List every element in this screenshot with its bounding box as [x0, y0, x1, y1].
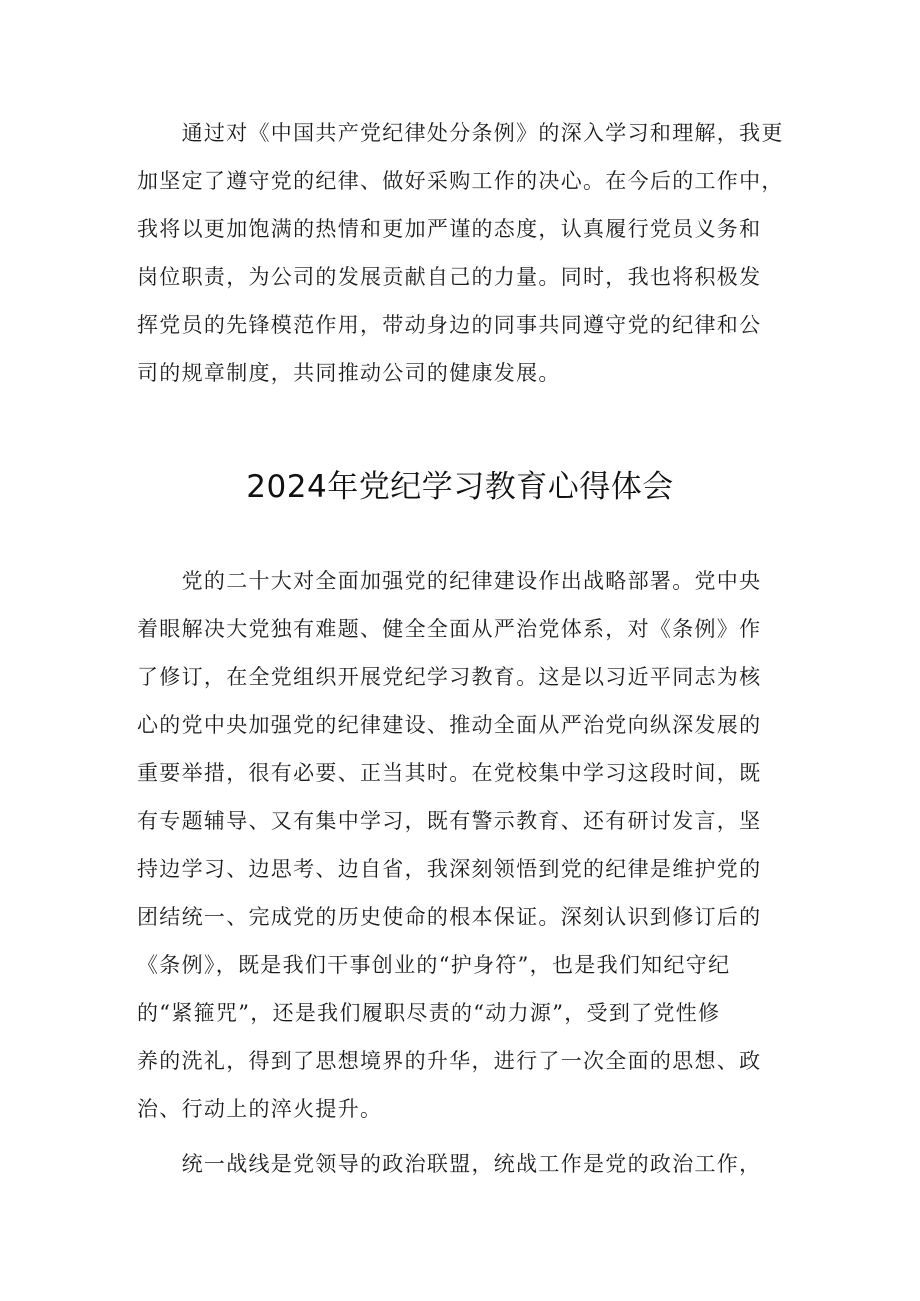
page-title: 2024年党纪学习教育心得体会 [246, 469, 674, 505]
paragraph-line: 挥党员的先锋模范作用，带动身边的同事共同遵守党的纪律和公 [137, 313, 762, 337]
paragraph-line: 通过对《中国共产党纪律处分条例》的深入学习和理解，我更 [137, 121, 784, 145]
paragraph-line: 持边学习、边思考、边自省，我深刻领悟到党的纪律是维护党的 [137, 857, 762, 881]
paragraph-line: 党的二十大对全面加强党的纪律建设作出战略部署。党中央 [137, 569, 762, 593]
paragraph-line: 的“紧箍咒”，还是我们履职尽责的“动力源”，受到了党性修 [137, 1001, 721, 1025]
paragraph-line: 心的党中央加强党的纪律建设、推动全面从严治党向纵深发展的 [137, 713, 762, 737]
paragraph-line: 加坚定了遵守党的纪律、做好采购工作的决心。在今后的工作中， [137, 169, 784, 193]
paragraph-line: 了修订，在全党组织开展党纪学习教育。这是以习近平同志为核 [137, 665, 762, 689]
paragraph-line: 司的规章制度，共同推动公司的健康发展。 [137, 361, 561, 385]
paragraph-line: 重要举措，很有必要、正当其时。在党校集中学习这段时间，既 [137, 761, 762, 785]
paragraph-line: 团结统一、完成党的历史使命的根本保证。深刻认识到修订后的 [137, 905, 762, 929]
paragraph-line: 着眼解决大党独有难题、健全全面从严治党体系，对《条例》作 [137, 617, 762, 641]
paragraph-line: 我将以更加饱满的热情和更加严谨的态度，认真履行党员义务和 [137, 217, 762, 241]
paragraph-line: 养的洗礼，得到了思想境界的升华，进行了一次全面的思想、政 [137, 1049, 762, 1073]
paragraph-top [137, 109, 787, 397]
paragraph-1 [137, 557, 787, 1133]
paragraph-line: 统一战线是党领导的政治联盟，统战工作是党的政治工作， [137, 1152, 762, 1176]
paragraph-line: 《条例》，既是我们干事创业的“护身符”，也是我们知纪守纪 [137, 953, 731, 977]
paragraph-line: 治、行动上的淬火提升。 [137, 1097, 383, 1121]
paragraph-line: 有专题辅导、又有集中学习，既有警示教育、还有研讨发言，坚 [137, 809, 762, 833]
paragraph-2 [137, 1140, 787, 1188]
paragraph-line: 岗位职责，为公司的发展贡献自己的力量。同时，我也将积极发 [137, 265, 762, 289]
